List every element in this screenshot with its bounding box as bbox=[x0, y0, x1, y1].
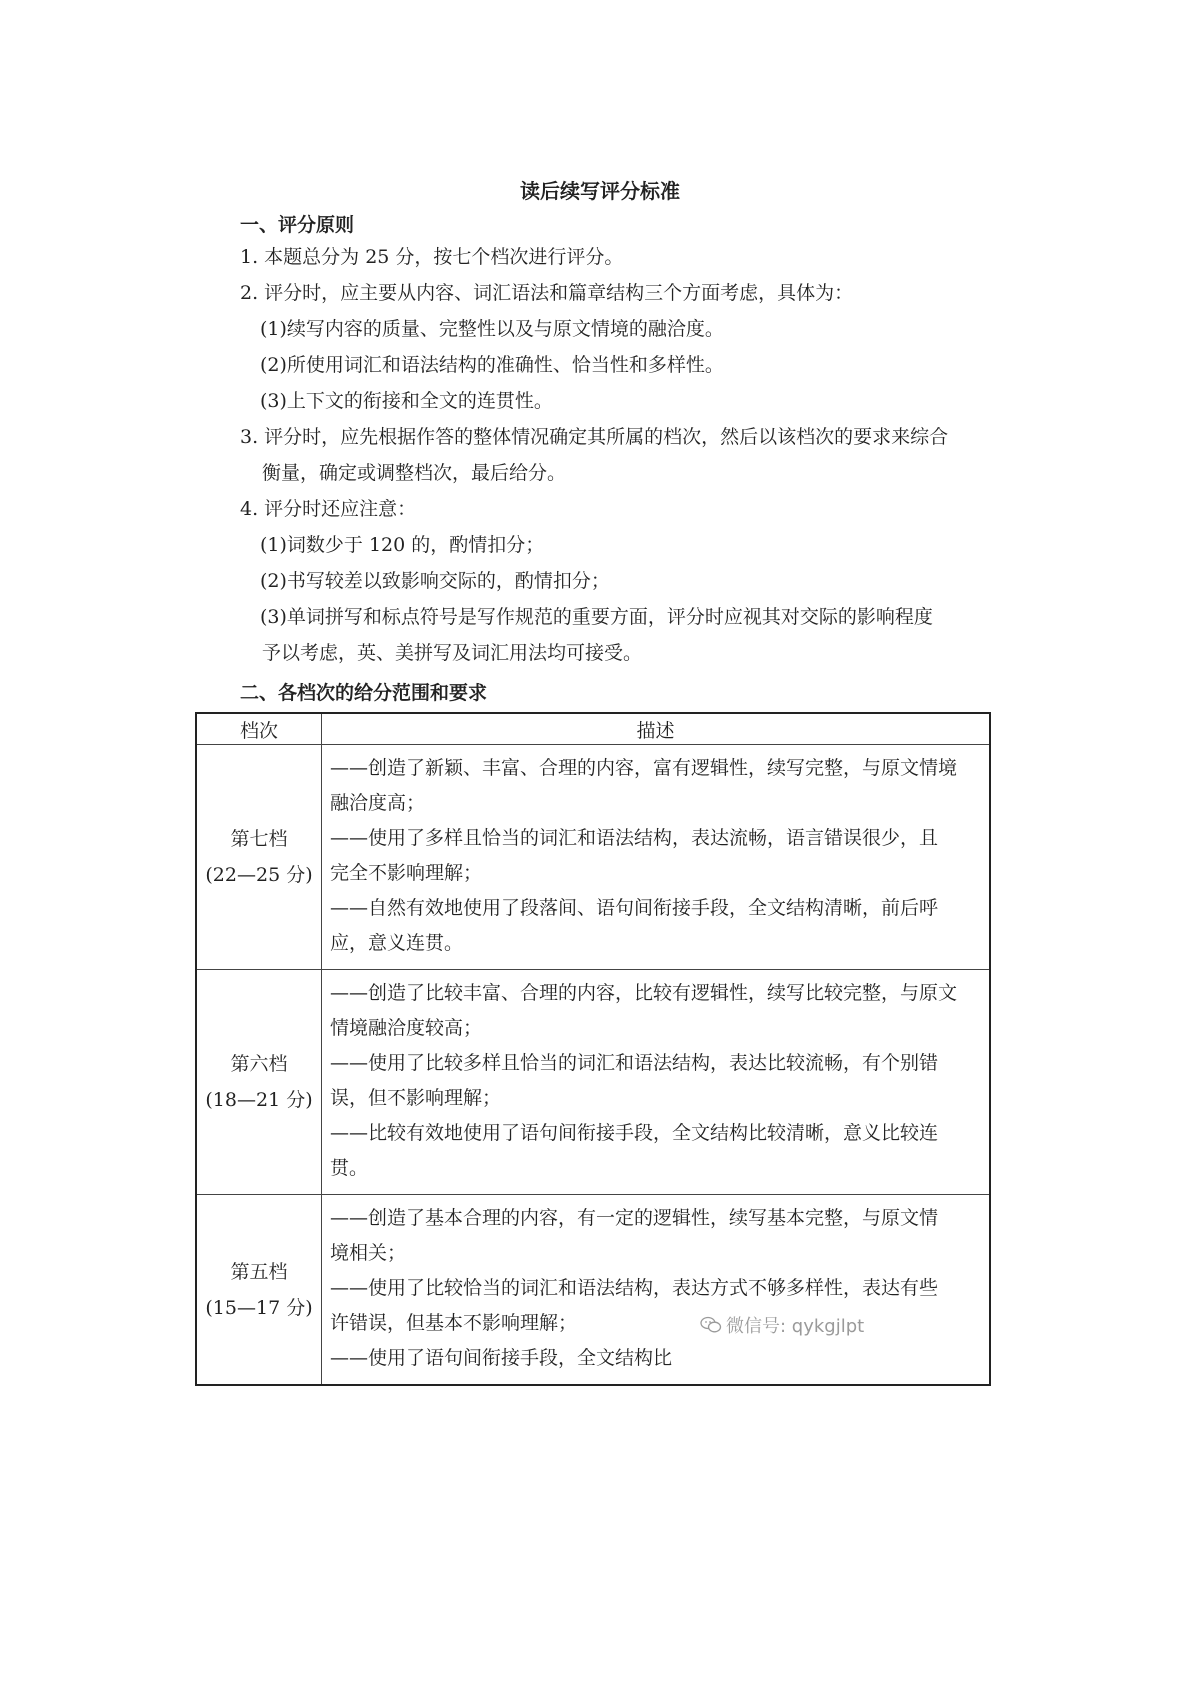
level-cell bbox=[196, 745, 322, 970]
table-row bbox=[196, 970, 990, 1195]
description-cell bbox=[322, 970, 991, 1195]
description-line: ——自然有效地使用了段落间、语句间衔接手段，全文结构清晰，前后呼 bbox=[330, 897, 939, 919]
description-line: ——使用了语句间衔接手段，全文结构比 bbox=[330, 1347, 673, 1369]
watermark bbox=[700, 1312, 864, 1338]
principle-4c-line2: 予以考虑，英、美拼写及词汇用法均可接受。 bbox=[262, 642, 643, 664]
watermark-text: 微信号: qykgjlpt bbox=[726, 1316, 865, 1337]
principle-4: 4. 评分时还应注意： bbox=[240, 498, 417, 520]
description-line: ——创造了基本合理的内容，有一定的逻辑性，续写基本完整，与原文情 bbox=[330, 1207, 939, 1229]
description-line: 误，但不影响理解； bbox=[330, 1087, 502, 1109]
description-line: 情境融洽度较高； bbox=[330, 1017, 483, 1039]
principle-4b: (2)书写较差以致影响交际的，酌情扣分； bbox=[260, 570, 610, 592]
section-heading-principles: 一、评分原则 bbox=[240, 214, 355, 236]
description-line: ——使用了多样且恰当的词汇和语法结构，表达流畅，语言错误很少，且 bbox=[330, 827, 939, 849]
description-line: ——比较有效地使用了语句间衔接手段，全文结构比较清晰，意义比较连 bbox=[330, 1122, 939, 1144]
principle-2c: (3)上下文的衔接和全文的连贯性。 bbox=[260, 390, 553, 412]
description-line: 许错误，但基本不影响理解； bbox=[330, 1312, 578, 1334]
description-line: 完全不影响理解； bbox=[330, 862, 483, 884]
level-score: (18—21 分) bbox=[205, 1089, 313, 1111]
document-title: 读后续写评分标准 bbox=[520, 179, 680, 203]
principle-4c-line1: (3)单词拼写和标点符号是写作规范的重要方面，评分时应视其对交际的影响程度 bbox=[260, 606, 933, 628]
description-line: 融洽度高； bbox=[330, 792, 426, 814]
description-line: ——创造了比较丰富、合理的内容，比较有逻辑性，续写比较完整，与原文 bbox=[330, 982, 958, 1004]
level-name: 第五档 bbox=[230, 1260, 288, 1283]
table-row bbox=[196, 1195, 990, 1386]
wechat-icon bbox=[700, 1316, 722, 1334]
description-cell bbox=[322, 745, 991, 970]
description-line: ——使用了比较恰当的词汇和语法结构，表达方式不够多样性，表达有些 bbox=[330, 1277, 939, 1299]
description-line: 境相关； bbox=[330, 1242, 407, 1264]
level-cell bbox=[196, 970, 322, 1195]
section-heading-levels: 二、各档次的给分范围和要求 bbox=[240, 682, 488, 704]
column-header-level: 档次 bbox=[196, 713, 322, 745]
level-cell bbox=[196, 1195, 322, 1386]
description-line: ——创造了新颖、丰富、合理的内容，富有逻辑性，续写完整，与原文情境 bbox=[330, 757, 958, 779]
principle-2: 2. 评分时，应主要从内容、词汇语法和篇章结构三个方面考虑，具体为： bbox=[240, 282, 854, 304]
description-line: ——使用了比较多样且恰当的词汇和语法结构，表达比较流畅，有个别错 bbox=[330, 1052, 939, 1074]
principle-3-line1: 3. 评分时，应先根据作答的整体情况确定其所属的档次，然后以该档次的要求来综合 bbox=[240, 426, 949, 448]
principle-2b: (2)所使用词汇和语法结构的准确性、恰当性和多样性。 bbox=[260, 354, 724, 376]
level-name: 第六档 bbox=[230, 1053, 288, 1075]
description-cell bbox=[322, 1195, 991, 1386]
table-row bbox=[196, 745, 990, 970]
principle-1: 1. 本题总分为 25 分，按七个档次进行评分。 bbox=[240, 246, 624, 268]
rubric-table bbox=[195, 712, 991, 1386]
level-score: (22—25 分) bbox=[205, 864, 313, 886]
table-header-row bbox=[196, 713, 990, 745]
description-line: 应，意义连贯。 bbox=[330, 932, 464, 954]
level-score: (15—17 分) bbox=[205, 1296, 313, 1319]
column-header-description: 描述 bbox=[322, 713, 991, 745]
principle-2a: (1)续写内容的质量、完整性以及与原文情境的融洽度。 bbox=[260, 318, 724, 340]
principle-4a: (1)词数少于 120 的，酌情扣分； bbox=[260, 534, 545, 556]
principle-3-line2: 衡量，确定或调整档次，最后给分。 bbox=[262, 462, 567, 484]
description-line: 贯。 bbox=[330, 1157, 369, 1179]
level-name: 第七档 bbox=[230, 828, 288, 850]
